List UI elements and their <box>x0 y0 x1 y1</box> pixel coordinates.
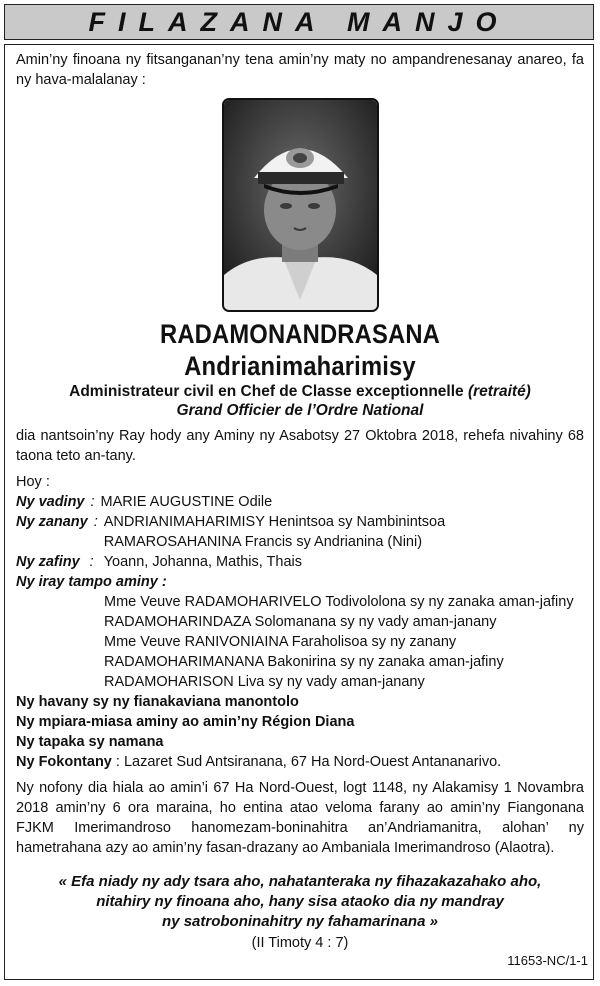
colleagues-line: Ny mpiara-miasa aminy ao amin’ny Région Diana <box>16 714 355 730</box>
ad-code: 11653-NC/1-1 <box>507 953 588 968</box>
deceased-position <box>16 382 584 401</box>
siblings-list <box>16 592 584 692</box>
family-grandchildren-row <box>16 552 584 572</box>
siblings-label: Ny iray tampo aminy : <box>16 574 167 590</box>
deceased-name: RADAMONANDRASANA Andrianimaharimisy <box>159 319 441 381</box>
funeral-details: Ny nofony dia hiala ao amin’i 67 Ha Nord-Ouest, logt 1148, ny Alakamisy 1 Novambra 2018 amin’ny 6 ora maraina, ho entina atao veloma farany ao amin’ny Fiangonana FJKM Imerimandroso hanomezam-boninahitra an’Andriamanitra, alohan’ ny hametrahana azy ao amin’ny fasan-drazany ao Ambaniala Imerimandroso (Alaotra). <box>16 780 584 856</box>
deceased-honour-text: Grand Officier de l’Ordre National <box>176 402 424 419</box>
list-item: Mme Veuve RADAMOHARIVELO Todivololona sy ny zanaka aman-jafiny <box>104 594 574 610</box>
list-item: RADAMOHARINDAZA Solomanana sy ny vady aman-janany <box>104 614 497 630</box>
quote-line: nitahiry ny finoana aho, hany sisa ataoko dia ny mandray <box>96 893 504 910</box>
grandchildren-names: Yoann, Johanna, Mathis, Thais <box>103 554 303 570</box>
portrait-photo <box>222 98 379 312</box>
list-item: RADAMOHARISON Liva sy ny vady aman-janany <box>104 674 425 690</box>
family-spouse-row <box>16 492 584 512</box>
fokontany-text: : Lazaret Sud Antsiranana, 67 Ha Nord-Ouest Antananarivo. <box>115 754 502 770</box>
fokontany-row <box>16 752 584 772</box>
grandchildren-label: Ny zafiny <box>16 554 80 570</box>
deceased-position-main: Administrateur civil en Chef de Classe exceptionnelle <box>69 383 464 400</box>
deceased-honour <box>16 401 584 420</box>
list-item: RADAMOHARIMANANA Bakonirina sy ny zanaka aman-jafiny <box>104 654 504 670</box>
list-item: Mme Veuve RANIVONIAINA Faraholisoa sy ny zanany <box>104 634 457 650</box>
spouse-name: MARIE AUGUSTINE Odile <box>100 494 273 510</box>
quote-line: « Efa niady ny ady tsara aho, nahatanteraka ny fihazakazahako aho, <box>58 873 542 890</box>
family-children-row <box>16 512 584 552</box>
portrait-photo-image <box>224 100 377 310</box>
children-list <box>104 512 445 552</box>
bible-quote <box>16 872 584 932</box>
deceased-position-retired: (retraité) <box>467 383 531 400</box>
notice-body <box>16 50 584 953</box>
children-label: Ny zanany <box>16 514 88 530</box>
spouse-label: Ny vadiny <box>16 494 85 510</box>
hoy-label: Hoy : <box>16 474 50 490</box>
list-item: RAMAROSAHANINA Francis sy Andrianina (Nini) <box>103 534 423 550</box>
fokontany-label: Ny Fokontany <box>16 754 112 770</box>
notice-header <box>4 4 594 40</box>
quote-line: ny satroboninahitry ny fahamarinana » <box>162 913 438 930</box>
notice-title: FILAZANA MANJO <box>88 6 510 37</box>
list-item: ANDRIANIMAHARIMISY Henintsoa sy Nambinintsoa <box>103 514 446 530</box>
spouse-separator: : <box>90 494 95 510</box>
intro-text: Amin’ny finoana ny fitsanganan’ny tena amin’ny maty no ampandrenesanay anareo, fa ny hava-malalanay : <box>16 52 584 88</box>
grandchildren-separator: : <box>89 554 94 570</box>
quote-reference: (II Timoty 4 : 7) <box>251 935 349 951</box>
death-notice: dia nantsoin’ny Ray hody any Aminy ny Asabotsy 27 Oktobra 2018, rehefa nivahiny 68 taona teto an-tany. <box>16 428 584 464</box>
friends-line: Ny tapaka sy namana <box>16 734 164 750</box>
children-separator: : <box>93 514 98 530</box>
relatives-line: Ny havany sy ny fianakaviana manontolo <box>16 694 299 710</box>
